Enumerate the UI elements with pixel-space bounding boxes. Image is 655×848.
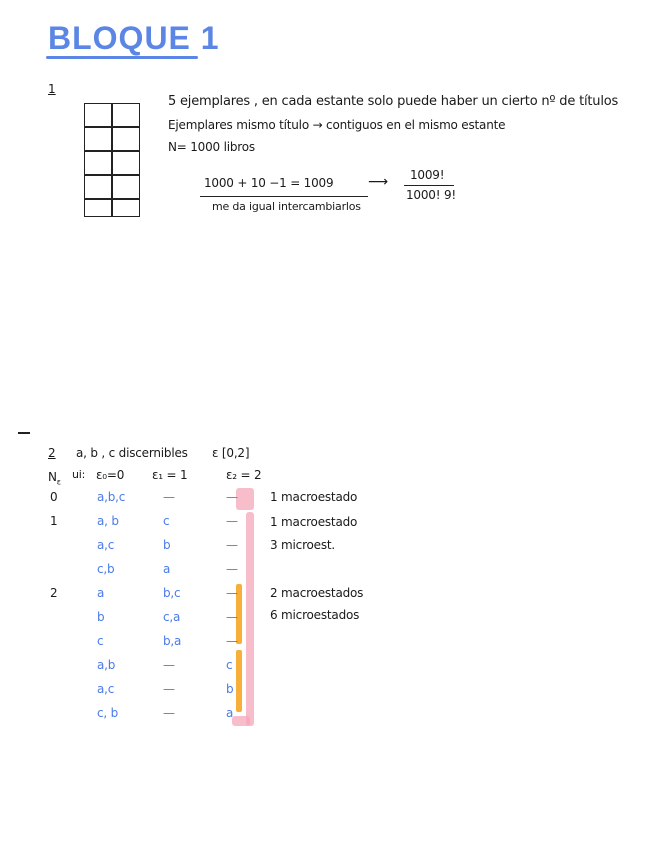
row-e2: — xyxy=(226,538,238,552)
fraction-denominator: 1000! 9! xyxy=(406,188,457,202)
row-e1: b,c xyxy=(163,586,181,600)
row-ne: 0 xyxy=(50,490,58,504)
row-e0: c xyxy=(97,634,104,648)
row-e1: c xyxy=(163,514,170,528)
row-e1: a xyxy=(163,562,171,576)
header-e0: ε₀=0 xyxy=(96,468,125,482)
row-ne: 1 xyxy=(50,514,58,528)
row-e0: a,b xyxy=(97,658,116,672)
row-e1: — xyxy=(163,682,175,696)
row-e0: a,c xyxy=(97,538,115,552)
header-ne: $N_\varepsilon$ xyxy=(48,470,61,487)
row-e0: b xyxy=(97,610,105,624)
row-e1: — xyxy=(163,490,175,504)
row-ne: 2 xyxy=(50,586,58,600)
row-e0: a, b xyxy=(97,514,119,528)
note-row-1b: 3 microest. xyxy=(270,538,336,552)
header-e1: ε₁ = 1 xyxy=(152,468,188,482)
row-e0: c,b xyxy=(97,562,115,576)
note-row-0: 1 macroestado xyxy=(270,490,358,504)
row-e2: — xyxy=(226,514,238,528)
row-e0: a xyxy=(97,586,105,600)
note-row-2a: 2 macroestados xyxy=(270,586,364,600)
arrow-icon: ⟶ xyxy=(368,174,388,190)
equation-underline xyxy=(200,196,368,197)
row-e2: — xyxy=(226,586,238,600)
problem-1-line-3: N= 1000 libros xyxy=(168,140,255,154)
row-e2: a xyxy=(226,706,234,720)
note-row-1a: 1 macroestado xyxy=(270,515,358,529)
row-e2: — xyxy=(226,490,238,504)
note-row-2b: 6 microestados xyxy=(270,608,360,622)
margin-dash xyxy=(18,432,30,434)
row-e1: b,a xyxy=(163,634,182,648)
row-e1: c,a xyxy=(163,610,181,624)
bookshelf-drawing xyxy=(84,103,140,217)
bracket-orange-2 xyxy=(236,650,242,712)
row-e1: — xyxy=(163,706,175,720)
row-e1: b xyxy=(163,538,171,552)
problem-1-number: 1 xyxy=(48,82,56,96)
header-e2: ε₂ = 2 xyxy=(226,468,262,482)
row-e0: a,b,c xyxy=(97,490,126,504)
bracket-pink-foot xyxy=(232,716,250,726)
bracket-row-0 xyxy=(236,488,254,510)
row-e2: — xyxy=(226,610,238,624)
row-e2: c xyxy=(226,658,233,672)
row-e2: — xyxy=(226,634,238,648)
header-ui: ui: xyxy=(72,468,86,481)
bracket-pink-long xyxy=(246,512,254,726)
fraction-numerator: 1009! xyxy=(410,168,445,182)
problem-2-range: ε [0,2] xyxy=(212,446,250,460)
row-e0: c, b xyxy=(97,706,119,720)
row-e1: — xyxy=(163,658,175,672)
row-e2: — xyxy=(226,562,238,576)
problem-2-number: 2 xyxy=(48,446,56,460)
problem-2-statement: a, b , c discernibles xyxy=(76,446,188,460)
problem-1-equation-note: me da igual intercambiarlos xyxy=(212,200,361,213)
problem-1-line-1: 5 ejemplares , en cada estante solo puede haber un cierto nº de títulos xyxy=(168,94,619,109)
page-title: BLOQUE 1 xyxy=(48,20,220,56)
row-e0: a,c xyxy=(97,682,115,696)
fraction-bar xyxy=(404,185,454,186)
title-underline xyxy=(46,56,198,59)
problem-1-line-2: Ejemplares mismo título → contiguos en el mismo estante xyxy=(168,118,506,132)
row-e2: b xyxy=(226,682,234,696)
problem-1-equation: 1000 + 10 −1 = 1009 xyxy=(204,176,334,190)
